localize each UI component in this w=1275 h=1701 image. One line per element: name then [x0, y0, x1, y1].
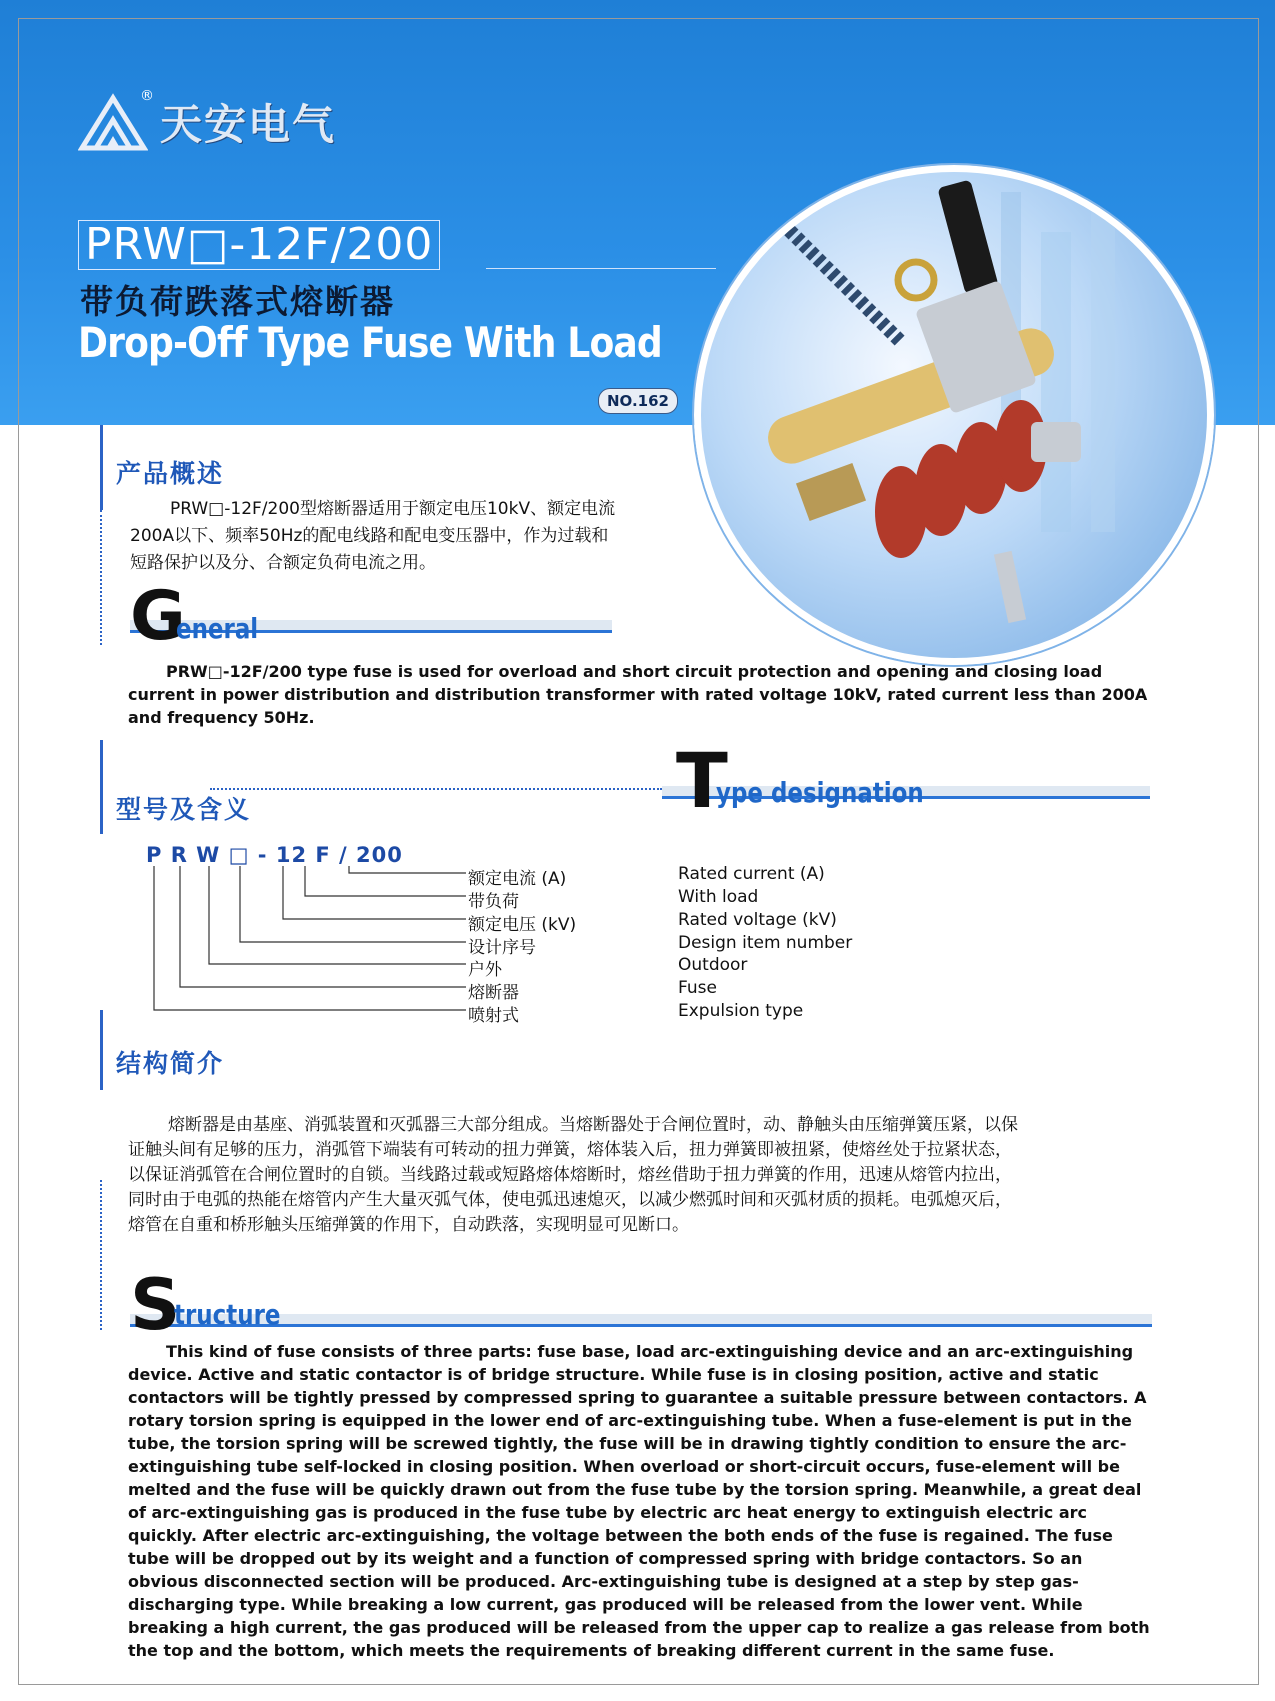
- legend-en-6: Fuse: [678, 978, 717, 998]
- legend-cn-1: 额定电流 (A): [468, 869, 567, 889]
- catalog-number-badge: NO.162: [598, 388, 678, 414]
- general-heading-initial: G: [130, 577, 186, 656]
- brand-name: 天安电气: [160, 100, 337, 149]
- legend-en-1: Rated current (A): [678, 864, 825, 884]
- legend-en-2: With load: [678, 887, 759, 907]
- structure-text-cn-4: 同时由于电弧的热能在熔管内产生大量灭弧气体，使电弧迅速熄灭，以减少燃弧时间和灭弧材质的损耗。电弧熄灭后，: [128, 1190, 1012, 1210]
- structure-accent-bar: [100, 1010, 103, 1090]
- overview-text-cn-2: 200A以下、频率50Hz的配电线路和配电变压器中，作为过载和: [130, 526, 609, 546]
- general-text: PRW□-12F/200 type fuse is used for overload and short circuit protection and opening and closing load current in power distribution and distribution transformer with rated voltage 10kV, rated current less than 200A and frequency 50Hz.: [128, 662, 1148, 727]
- type-heading-initial: T: [676, 736, 728, 825]
- overview-text-cn-3: 短路保护以及分、合额定负荷电流之用。: [130, 553, 436, 573]
- general-heading-word: eneral: [176, 612, 259, 645]
- structure-text-en: This kind of fuse consists of three parts: fuse base, load arc-extinguishing device and an arc-extinguishing device. Active and static contactor is of bridge structure. While fuse is in closing position, active and static contactors will be tightly pressed by compressed spring to guarantee a suitable pressure between contactors. A rotary torsion spring is equipped in the lower end of arc-extinguishing tube. When a fuse-element is put in the tube, the torsion spring will be screwed tightly, the fuse will be in drawing tightly condition to ensure the arc-extinguishing tube self-locked in closing position. When overload or short-circuit occurs, fuse-element will be melted and the fuse will be quickly drawn out from the fuse tube by the torsion spring. Meanwhile, a great deal of arc-extinguishing gas is produced in the fuse tube by electric arc heat energy to extinguish electric arc quickly. After electric arc-extinguishing, the voltage between the both ends of the fuse is regained. The fuse tube will be dropped out by its weight and a function of compressed spring with bridge contactors. So an obvious disconnected section will be produced. Arc-extinguishing tube is designed at a step by step gas-discharging type. While breaking a low current, gas produced will be released from the lower vent. While breaking a high current, the gas produced will be released from the upper cap to realize a gas release from both the top and the bottom, which meets the requirements of breaking different current in the same fuse.: [128, 1342, 1150, 1660]
- structure-dotted-line: [100, 1180, 102, 1330]
- legend-en-3: Rated voltage (kV): [678, 910, 837, 930]
- overview-text-cn-1: PRW□-12F/200型熔断器适用于额定电压10kV、额定电流: [170, 499, 616, 519]
- overview-heading: 产品概述: [116, 459, 225, 488]
- legend-en-5: Outdoor: [678, 955, 748, 975]
- structure-heading-word: tructure: [174, 1298, 281, 1331]
- model-code: P R W □ - 12 F / 200: [146, 843, 403, 867]
- structure-text-cn-5: 熔管在自重和桥形触头压缩弹簧的作用下，自动跌落，实现明显可见断口。: [128, 1215, 689, 1235]
- legend-cn-7: 喷射式: [468, 1006, 519, 1026]
- title-chinese: 带负荷跌落式熔断器: [80, 282, 395, 321]
- structure-text-cn-3: 以保证消弧管在合闸位置时的自锁。当线路过载或短路熔体熔断时，熔丝借助于扭力弹簧的作用，迅速从熔管内拉出，: [128, 1165, 1012, 1185]
- title-english: Drop-Off Type Fuse With Load: [78, 318, 662, 367]
- structure-heading: 结构简介: [116, 1049, 225, 1078]
- structure-text-cn-2: 证触头间有足够的压力，消弧管下端装有可转动的扭力弹簧，熔体装入后，扭力弹簧即被扭紧，使熔丝处于拉紧状态，: [128, 1140, 1012, 1160]
- model-number: PRW□-12F/200: [78, 220, 440, 270]
- legend-cn-5: 户外: [468, 960, 502, 980]
- legend-en-7: Expulsion type: [678, 1001, 804, 1021]
- legend-cn-6: 熔断器: [468, 983, 519, 1003]
- legend-en-4: Design item number: [678, 933, 853, 953]
- legend-cn-2: 带负荷: [468, 892, 519, 912]
- legend-cn-4: 设计序号: [468, 938, 536, 958]
- structure-text-cn-1: 熔断器是由基座、消弧装置和灭弧器三大部分组成。当熔断器处于合闸位置时，动、静触头由压缩弹簧压紧，以保: [168, 1115, 1018, 1135]
- registered-mark: ®: [140, 88, 154, 104]
- structure-heading-initial: S: [130, 1264, 181, 1346]
- type-heading-word: ype designation: [716, 776, 924, 809]
- designation-heading: 型号及含义: [116, 795, 252, 824]
- structure-heading-bar: [130, 1314, 1152, 1327]
- legend-cn-3: 额定电压 (kV): [468, 915, 577, 935]
